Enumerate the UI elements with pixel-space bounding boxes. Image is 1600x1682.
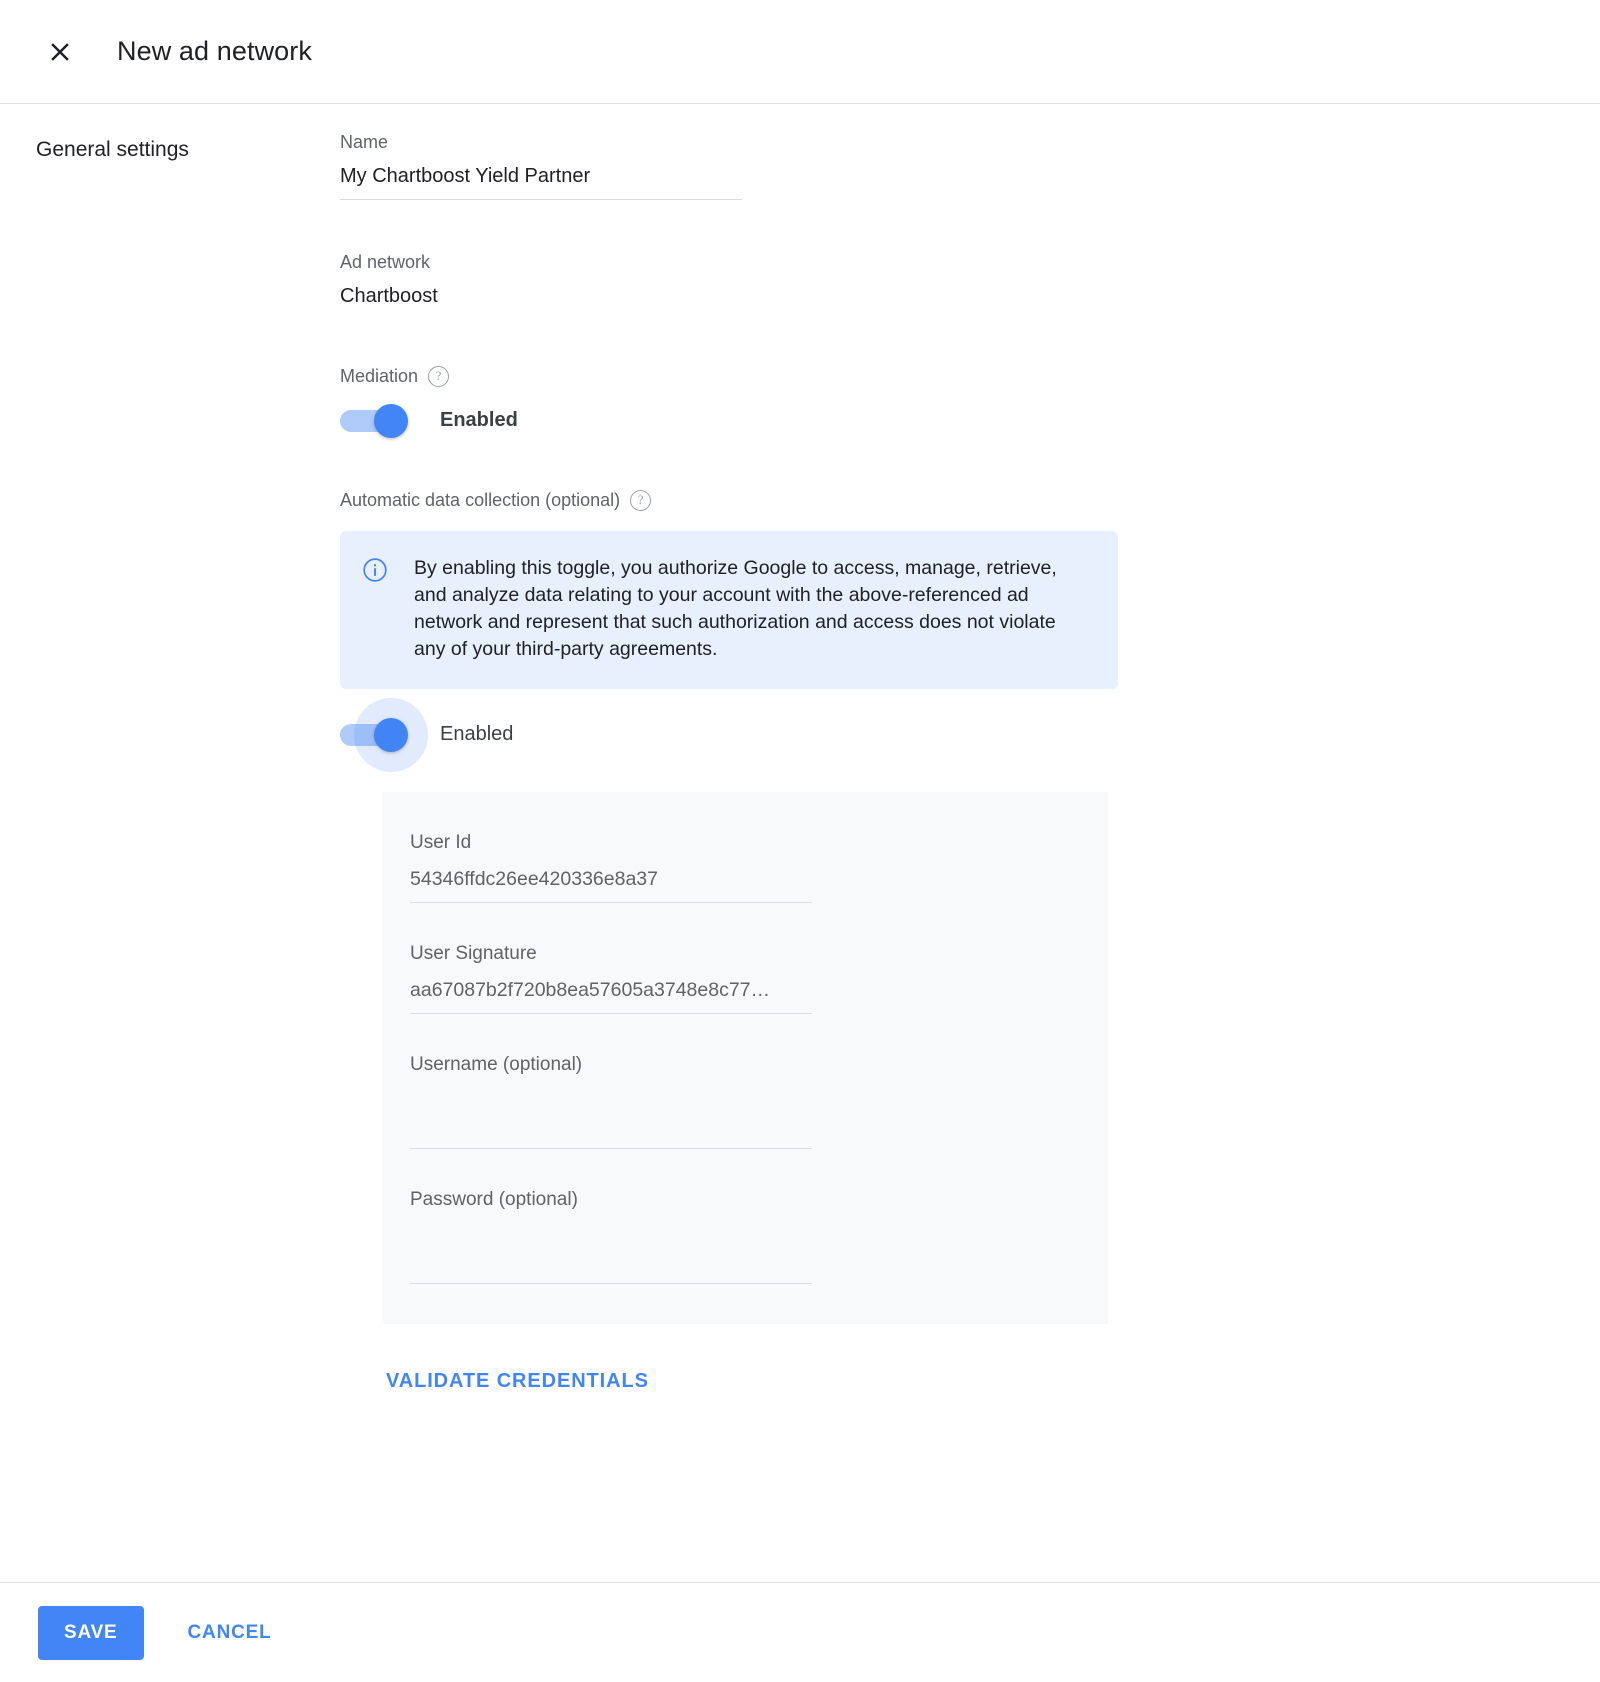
field-ad-network <box>340 252 1560 308</box>
user-signature-input[interactable]: aa67087b2f720b8ea57605a3748e8c77… <box>410 979 812 1014</box>
credentials-panel <box>382 792 1108 1324</box>
adc-toggle-row <box>340 723 1560 746</box>
info-icon <box>362 557 388 583</box>
user-id-input[interactable]: 54346ffdc26ee420336e8a37 <box>410 868 812 903</box>
help-icon[interactable]: ? <box>630 490 651 511</box>
dialog-footer <box>0 1582 1600 1682</box>
username-label: Username (optional) <box>410 1054 583 1075</box>
toggle-knob <box>374 404 408 438</box>
field-user-signature <box>410 943 1108 1014</box>
close-icon[interactable] <box>38 30 82 74</box>
page-title: New ad network <box>117 36 312 66</box>
password-label: Password (optional) <box>410 1189 578 1210</box>
mediation-label-row <box>340 366 1560 387</box>
field-automatic-data-collection <box>340 490 1560 746</box>
name-input[interactable]: My Chartboost Yield Partner <box>340 165 742 200</box>
field-user-id <box>410 832 1108 903</box>
password-input[interactable] <box>410 1225 812 1284</box>
mediation-toggle-state: Enabled <box>440 409 518 431</box>
mediation-label: Mediation <box>340 366 419 386</box>
adc-label: Automatic data collection (optional) <box>340 490 621 510</box>
save-button[interactable]: SAVE <box>38 1606 144 1660</box>
adc-toggle-state: Enabled <box>440 723 514 745</box>
validate-credentials-button[interactable]: VALIDATE CREDENTIALS <box>386 1370 649 1392</box>
automatic-data-collection-toggle[interactable] <box>340 724 406 746</box>
field-password <box>410 1189 1108 1284</box>
ad-network-label: Ad network <box>340 252 431 272</box>
user-id-label: User Id <box>410 832 472 853</box>
user-signature-label: User Signature <box>410 943 537 964</box>
adc-label-row <box>340 490 1560 511</box>
mediation-toggle[interactable] <box>340 410 406 432</box>
authorization-info-banner <box>340 531 1118 689</box>
dialog-header <box>0 0 1600 104</box>
name-label: Name <box>340 132 389 152</box>
username-input[interactable] <box>410 1090 812 1149</box>
section-title: General settings <box>36 138 189 161</box>
help-icon[interactable]: ? <box>428 366 449 387</box>
cancel-button[interactable]: CANCEL <box>182 1621 278 1645</box>
field-username <box>410 1054 1108 1149</box>
ad-network-value: Chartboost <box>340 285 438 307</box>
mediation-toggle-row <box>340 409 1560 432</box>
field-name <box>340 132 1560 200</box>
form-fields <box>340 132 1600 1393</box>
banner-text: By enabling this toggle, you authorize Google to access, manage, retrieve, and analyze data relating to your account with the above-referenced ad network and represent that such authorization and access does not violate any of your third-party agreements. <box>414 557 1057 660</box>
field-mediation <box>340 366 1560 432</box>
dialog-body <box>0 104 1600 1393</box>
toggle-knob <box>374 718 408 752</box>
